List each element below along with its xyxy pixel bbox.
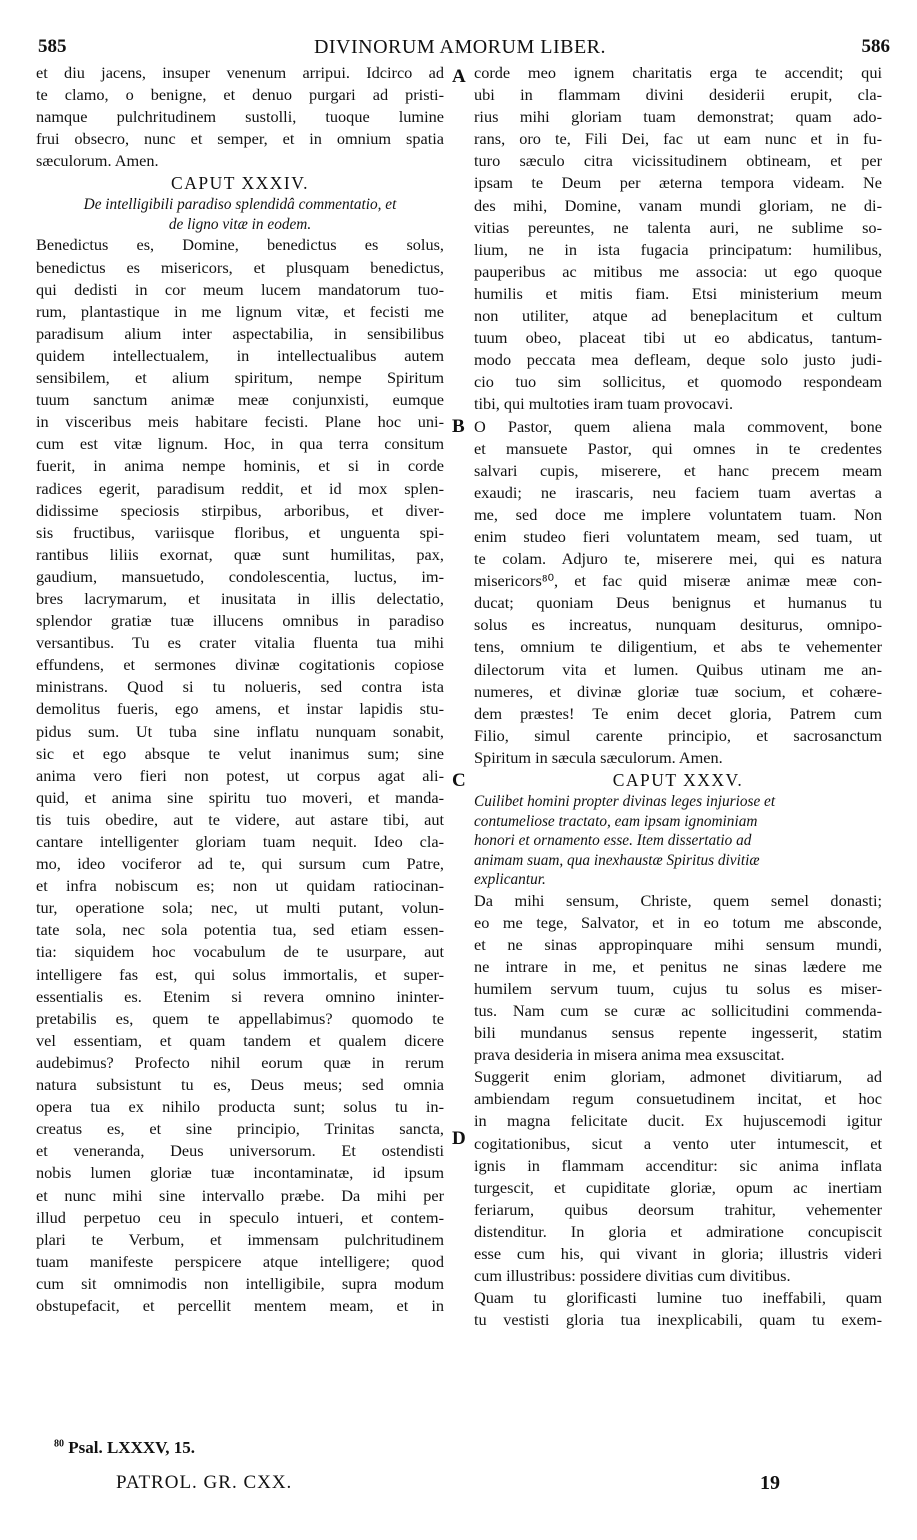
text-line: Da mihi sensum, Christe, quem semel donasti; [474,890,882,910]
text-line: tibi, qui multoties iram tuam provocavi. [474,394,734,414]
text-line: radices egerit, paradisum reddit, et id mox splen- [36,478,444,498]
text-line: cum est vitæ lignum. Hoc, in qua terra consitum [36,434,444,454]
text-line: sæculorum. Amen. [36,151,159,171]
text-line: rius mihi gloriam tuam demonstrat; quam ado- [474,107,882,127]
text-line: versantibus. Tu es crater vitalia fluenta tua mihi [36,633,444,653]
text-line: paradisum alium inter aspectabilia, in sensibilibus [36,323,444,343]
text-line: quidem intellectualem, in intellectualibus autem [36,345,444,365]
text-line: ambiendam regum consuetudinem incitat, et hoc [474,1089,882,1109]
chapter-subtitle: contumeliose tractato, eam ipsam ignominiam [474,812,758,830]
margin-letter-b: B [452,416,465,437]
text-line: rantibus liliis exornat, quæ sunt humilitas, pax, [36,544,444,564]
text-line: exaudi; ne irascaris, neu faciem tuam avertas a [474,482,882,502]
text-line: sensibilem, et alium spiritum, nempe Spiritum [36,368,444,388]
series-signature: PATROL. GR. CXX. [116,1472,293,1493]
footnote [54,1438,195,1458]
text-line: plari te Verbum, et immensam pulchritudinem [36,1229,444,1249]
text-line: solus es increatus, nunquam desiturus, omnipo- [474,615,882,635]
gathering-signature: 19 [760,1472,780,1494]
page-header [30,36,890,58]
text-line: effundens, et sermones divinæ cogitationis copiose [36,655,444,675]
text-line: et veneranda, Deus universorum. Et ostendisti [36,1141,444,1161]
text-line: splendor gratiæ tuæ illucens omnibus in paradiso [36,611,444,631]
text-line: tus. Nam cum se curæ ac sollicitudini commenda- [474,1000,882,1020]
text-line: gaudium, mansuetudo, condolescentia, luctus, im- [36,566,444,586]
text-line: et ne sinas appropinquare mihi sensum mundi, [474,934,882,954]
text-line: vel essentiam, et quam tandem et qualem dicere [36,1030,444,1050]
text-line: vitias pereuntes, ne talenta auri, ne sublime so- [474,217,882,237]
text-line: benedictus es misericors, et plusquam benedictus, [36,257,444,277]
text-line: O Pastor, quem aliena mala commovent, bone [474,416,882,436]
text-line: frui obsecro, nunc et semper, et in omnium spatia [36,129,444,149]
text-line: dem præstes! Te enim decet gloria, Patrem cum [474,703,882,723]
text-line: tens, omnium te diligentium, et abs te vehementer [474,637,882,657]
chapter-subtitle: De intelligibili paradiso splendidâ commentatio, et [83,196,397,214]
margin-letter-c: C [452,770,466,791]
text-line: cantare intelligenter gloriam tuam nequit. Ideo cla- [36,832,444,851]
text-line: bili mundanus sensus repente ingesserit, statim [474,1023,882,1043]
text-line: numeres, et divinæ gloriæ tuæ socium, et cohære- [474,681,882,701]
text-line: et nunc mihi sine intervallo præbe. Da mihi per [36,1185,444,1205]
chapter-subtitle: explicantur. [474,871,546,888]
text-line: distenditur. In gloria et admiratione concupiscit [474,1221,882,1241]
text-line: eo me tege, Salvator, et in eo totum me absconde, [474,912,882,932]
chapter-heading: CAPUT XXXIV. [171,173,309,194]
text-line: turgescit, et cupiditate gloriæ, opum ac inertiam [474,1177,882,1197]
text-line: natura subsistunt tu es, Deus meus; sed omnia [36,1075,444,1095]
left-column [36,62,444,1317]
chapter-subtitle: honori et ornamento esse. Item dissertatio ad [474,832,752,849]
text-line: in magna felicitate ducit. Ex hujuscemodi igitur [474,1111,882,1131]
text-line: in visceribus meis habitare fecisti. Plane hoc uni- [36,412,444,432]
right-column [474,62,882,1331]
text-line: sic et ego absque te velut inanimus sum; sine [36,743,444,763]
footnote-reference: Psal. LXXXV, 15. [68,1438,195,1457]
chapter-subtitle: de ligno vitæ in eodem. [168,215,312,233]
text-line: salvari cupis, miserere, et hanc precem meam [474,460,882,480]
text-line: tuum sanctum animæ meæ conjunxisti, eumque [36,390,444,410]
text-line: tuum obeo, placeat tibi ut eo abdicatus, tantum- [474,328,882,348]
text-line: misericors⁸⁰, et fac quid miseræ animæ meæ con- [474,571,882,591]
text-line: cio tuo sim sollicitus, et quomodo respondeam [474,372,882,392]
text-line: esse cum his, qui vivant in gloria; illustris videri [474,1244,882,1263]
text-line: tu vestisti gloria tua inexplicabili, quam tu exem- [474,1310,882,1330]
text-line: ubi in flammam divini desiderii erupit, cla- [474,85,882,105]
text-line: anima vero fieri non potest, ut corpus agat ali- [36,765,444,785]
text-line: nobis lumen gloriæ tuæ incontaminatæ, id ipsum [36,1163,444,1183]
text-line: Filio, simul carente principio, et sacrosanctum [474,725,882,745]
text-line: et diu jacens, insuper venenum arripui. Idcirco ad [36,63,444,82]
running-title: DIVINORUM AMORUM LIBER. [313,36,607,58]
text-line: quid, et anima sine spiritu tuo moveri, et manda- [36,787,444,807]
text-line: obstupefacit, et percellit mentem meam, et in [36,1295,444,1315]
text-line: lium, ne in ista fugacia principatum: humilibus, [474,239,882,259]
text-line: te colam. Adjuro te, miserere mei, qui es natura [474,549,882,569]
text-line: Benedictus es, Domine, benedictus es solus, [36,235,444,255]
text-line: me, sed doce me implere voluntatem tuam. Non [474,504,882,524]
text-line: turo sæculo citra vicissitudinem obtineam, et per [474,151,882,171]
text-line: essentialis es. Etenim si revera omnino ininter- [36,986,444,1006]
text-line: ministrans. Quod si tu nolueris, sed contra ista [36,677,444,697]
text-line: cum sit omnimodis non intelligibile, supra modum [36,1273,444,1293]
text-line: pretabilis es, quem te appellabimus? quomodo te [36,1008,444,1028]
text-line: Suggerit enim gloriam, admonet divitiarum, ad [474,1067,882,1087]
text-line: ignis in flammam accenditur: sic anima inflata [474,1155,882,1175]
text-line: ne intrare in me, et penitus ne sinas lædere me [474,956,882,976]
text-line: creatus es, et sine principio, Trinitas sancta, [36,1119,444,1139]
text-line: tis tuis obedire, aut te videre, aut astare tibi, aut [36,809,444,829]
chapter-subtitle: Cuilibet homini propter divinas leges injuriose et [474,793,776,810]
footnote-number: 80 [54,1438,64,1450]
text-line: pauperibus ac mitibus me associa: ut ego quoque [474,261,882,281]
text-line: cum illustribus: possidere divitias cum divitibus. [474,1266,791,1286]
text-line: audebimus? Profecto nihil eorum quæ in rerum [36,1052,444,1072]
text-line: tia: siquidem hoc vocabulum de te usurpare, aut [36,942,444,962]
text-line: pidus sum. Ut tuba sine inflatu nunquam sonabit, [36,721,444,741]
text-line: intelligere fas est, qui solus immortalis, et super- [36,964,444,984]
text-line: tur, operatione sola; nec, ut multi putant, volun- [36,898,444,918]
text-line: rans, oro te, Fili Dei, fac ut eam nunc et in fu- [474,129,882,149]
text-line: tate sola, nec sola potentia tua, sed etiam essen- [36,920,444,940]
text-line: opera tua ex nihilo producta sunt; solus tu in- [36,1097,444,1117]
text-line: cogitationibus, sicut a vento uter intumescit, et [474,1133,882,1153]
chapter-subtitle: animam suam, qua inexhaustæ Spiritus divitiæ [474,851,760,869]
text-line: non utiliter, atque ad beneplacitum et cultum [474,306,882,326]
margin-letter-a: A [452,66,466,87]
text-line: te clamo, o benigne, et denuo purgari ad pristi- [36,85,444,105]
text-line: humilis et mitis fiam. Etsi ministerium meum [474,283,882,303]
text-line: ducat; quoniam Deus benignus et humanus tu [474,593,882,613]
page-number-right: 586 [861,36,890,57]
text-line: et mansuete Pastor, qui omnes in te credentes [474,438,882,458]
text-line: dilectorum vita et lumen. Quibus utinam me an- [474,659,882,679]
text-line: Quam tu glorificasti lumine tuo ineffabili, quam [474,1288,882,1308]
text-line: fuerit, in anima nempe hominis, et si in corde [36,456,444,476]
text-line: rum, plantastique in me lignum vitæ, et fecisti me [36,301,444,321]
text-line: et infra nobiscum es; non ut quidam ratiocinan- [36,876,444,896]
text-line: illud perpetuo ceu in speculo intueri, et contem- [36,1207,444,1227]
text-line: humilem servum tuum, cujus tu solus es miser- [474,978,882,998]
margin-letter-d: D [452,1128,466,1149]
text-line: enim studeo fieri voluntatem meam, sed tuam, ut [474,526,882,546]
text-line: corde meo ignem charitatis erga te accendit; qui [474,63,882,82]
text-line: tuam manifeste perspicere atque intelligere; quod [36,1251,444,1271]
text-line: Spiritum in sæcula sæculorum. Amen. [474,747,723,767]
text-line: modo peccata mea defleam, deque solo justo judi- [474,350,882,370]
text-line: mo, ideo vociferor ad te, qui sursum cum Patre, [36,854,444,874]
text-line: bres lacrymarum, et inusitata in illis delectatio, [36,588,444,608]
text-line: des mihi, Domine, vanam mundi gloriam, ne di- [474,195,882,215]
text-line: ipsam te Deum per æterna tempora videam. Ne [474,173,882,193]
text-line: demolitus fueris, ego amens, et instar lapidis stu- [36,699,444,719]
text-line: qui dedisti in cor meum lucem mandatorum tuo- [36,279,444,299]
text-line: feriarum, quibus deorsum trahitur, vehementer [474,1199,882,1219]
text-line: sis fructibus, variisque floribus, et unguenta spi- [36,522,444,542]
chapter-heading: CAPUT XXXV. [612,770,744,790]
text-line: prava desideria in misera anima mea exsuscitat. [474,1045,785,1065]
page-number-left: 585 [38,36,67,57]
text-line: namque pulchritudinem sustolli, tuoque lumine [36,107,444,127]
text-line: didissime speciosis stirpibus, arboribus, et diver- [36,500,444,520]
